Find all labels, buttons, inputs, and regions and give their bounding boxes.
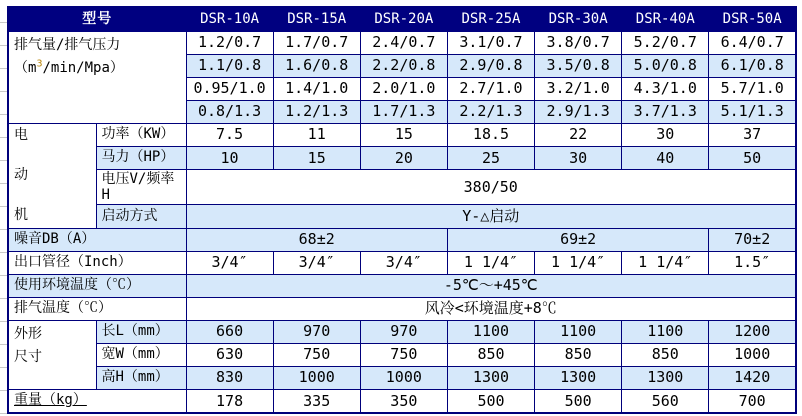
spec-value-cell: 1.5″ — [709, 251, 796, 274]
table-row — [8, 123, 796, 146]
row-label-outlet-pipe: 出口管径（Inch） — [8, 251, 186, 274]
col-header-model: DSR-40A — [622, 7, 709, 31]
spec-value-cell: 1.2/0.7 — [186, 31, 273, 54]
spec-value-cell: 1420 — [709, 366, 796, 389]
spec-value-cell: 0.8/1.3 — [186, 100, 273, 123]
table-row — [8, 366, 796, 389]
table-row — [8, 228, 796, 251]
spec-value-cell: 30 — [535, 146, 622, 169]
row-label-height: 高H（mm） — [96, 366, 186, 389]
spec-value-cell: 2.9/0.8 — [447, 54, 534, 77]
row-label-weight: 重量（kg） — [8, 389, 186, 413]
spec-value-cell: 5.2/0.7 — [622, 31, 709, 54]
spec-value-cell: 3/4″ — [186, 251, 273, 274]
spec-value-cell: 15 — [273, 146, 360, 169]
value-voltage-frequency: 380/50 — [186, 169, 796, 204]
table-row — [8, 31, 796, 54]
spec-value-cell: 750 — [360, 343, 447, 366]
spec-value-cell: 2.9/1.3 — [535, 100, 622, 123]
col-header-model: DSR-10A — [186, 7, 273, 31]
spec-value-cell: 1300 — [447, 366, 534, 389]
spec-value-cell: 40 — [622, 146, 709, 169]
spec-value-cell: 1300 — [622, 366, 709, 389]
row-label-motor — [8, 123, 96, 228]
spec-value-cell: 7.5 — [186, 123, 273, 146]
spec-value-cell: 1.7/0.7 — [273, 31, 360, 54]
spec-value-cell: 830 — [186, 366, 273, 389]
col-header-model: DSR-20A — [360, 7, 447, 31]
spec-value-cell: 20 — [360, 146, 447, 169]
spec-value-cell: 660 — [186, 320, 273, 343]
vertical-label — [9, 124, 96, 228]
spec-value-cell: 11 — [273, 123, 360, 146]
vertical-label-char: 机 — [14, 207, 28, 224]
spec-value-cell: 1 1/4″ — [535, 251, 622, 274]
spec-value-cell: 1.1/0.8 — [186, 54, 273, 77]
spec-value-cell: 3.2/1.0 — [535, 77, 622, 100]
table-row — [8, 205, 796, 228]
spec-value-cell: 5.1/1.3 — [709, 100, 796, 123]
row-label-horsepower: 马力（HP） — [96, 146, 186, 169]
table-row — [8, 146, 796, 169]
spec-value-cell: 1.7/1.3 — [360, 100, 447, 123]
spec-value-cell: 10 — [186, 146, 273, 169]
row-label-ambient-temp: 使用环境温度（℃） — [8, 274, 186, 297]
spec-value-cell: 3.7/1.3 — [622, 100, 709, 123]
spec-value-cell: 2.7/1.0 — [447, 77, 534, 100]
spec-value-cell: 3.1/0.7 — [447, 31, 534, 54]
spec-value-cell: 5.0/0.8 — [622, 54, 709, 77]
spec-value-cell: 970 — [273, 320, 360, 343]
value-discharge-temp: 风冷<环境温度+8℃ — [186, 297, 796, 320]
table-row — [8, 274, 796, 297]
spec-value-cell: 1100 — [622, 320, 709, 343]
spec-value-cell: 970 — [360, 320, 447, 343]
spec-value-cell: 2.2/0.8 — [360, 54, 447, 77]
value-start-mode: Y-△启动 — [186, 205, 796, 228]
spec-value-cell: 1 1/4″ — [447, 251, 534, 274]
spec-value-cell: 1200 — [709, 320, 796, 343]
spec-value-cell: 1000 — [709, 343, 796, 366]
spec-value-cell: 30 — [622, 123, 709, 146]
spec-value-cell: 1000 — [273, 366, 360, 389]
spec-value-cell: 0.95/1.0 — [186, 77, 273, 100]
spec-value-cell: 850 — [622, 343, 709, 366]
spec-value-cell: 500 — [447, 389, 534, 413]
spec-value-cell: 15 — [360, 123, 447, 146]
spec-value-cell: 1.4/1.0 — [273, 77, 360, 100]
spec-value-cell: 560 — [622, 389, 709, 413]
table-row — [8, 251, 796, 274]
row-label-displacement: 排气量/排气压力 $(m^3/\min/Mpa)$ — [8, 31, 186, 123]
col-header-model: DSR-25A — [447, 7, 534, 31]
spec-table — [7, 6, 797, 414]
spec-value-cell: 3.8/0.7 — [535, 31, 622, 54]
spec-value-cell: 6.1/0.8 — [709, 54, 796, 77]
value-noise-2: 69±2 — [447, 228, 708, 251]
spec-value-cell: 335 — [273, 389, 360, 413]
spec-value-cell: 1000 — [360, 366, 447, 389]
spec-value-cell: 3/4″ — [273, 251, 360, 274]
row-label-width: 宽W（mm） — [96, 343, 186, 366]
col-header-model: DSR-30A — [535, 7, 622, 31]
spec-value-cell: 37 — [709, 123, 796, 146]
spec-value-cell: 5.7/1.0 — [709, 77, 796, 100]
col-header-model: DSR-15A — [273, 7, 360, 31]
spec-value-cell: 1100 — [447, 320, 534, 343]
spec-value-cell: 6.4/0.7 — [709, 31, 796, 54]
spec-value-cell: 4.3/1.0 — [622, 77, 709, 100]
value-noise-1: 68±2 — [186, 228, 447, 251]
spec-value-cell: 350 — [360, 389, 447, 413]
table-body — [8, 31, 796, 413]
row-label-dimensions: 外形 尺寸 — [8, 320, 96, 389]
spreadsheet-gutter — [0, 0, 7, 416]
spec-value-cell: 3/4″ — [360, 251, 447, 274]
spec-value-cell: 850 — [447, 343, 534, 366]
table-row — [8, 389, 796, 413]
table-row — [8, 297, 796, 320]
table-row — [8, 343, 796, 366]
spec-value-cell: 25 — [447, 146, 534, 169]
vertical-label-char: 电 — [14, 126, 28, 143]
table-row — [8, 169, 796, 204]
row-label-voltage-frequency: 电压V/频率 H — [96, 169, 186, 204]
table-header — [8, 7, 796, 31]
spec-value-cell: 18.5 — [447, 123, 534, 146]
spec-value-cell: 500 — [535, 389, 622, 413]
value-ambient-temp: -5℃～+45℃ — [186, 274, 796, 297]
value-noise-3: 70±2 — [709, 228, 796, 251]
spec-value-cell: 850 — [535, 343, 622, 366]
spec-value-cell: 750 — [273, 343, 360, 366]
spec-value-cell: 2.0/1.0 — [360, 77, 447, 100]
spec-value-cell: 1.2/1.3 — [273, 100, 360, 123]
col-header-model: DSR-50A — [709, 7, 796, 31]
row-label-power: 功率（KW） — [96, 123, 186, 146]
spec-value-cell: 22 — [535, 123, 622, 146]
spec-value-cell: 3.5/0.8 — [535, 54, 622, 77]
spec-value-cell: 2.2/1.3 — [447, 100, 534, 123]
spec-value-cell: 1300 — [535, 366, 622, 389]
row-label-noise: 噪音DB（A） — [8, 228, 186, 251]
row-label-length: 长L（mm） — [96, 320, 186, 343]
spec-value-cell: 1100 — [535, 320, 622, 343]
vertical-label-char: 动 — [14, 166, 28, 183]
spec-value-cell: 178 — [186, 389, 273, 413]
spec-value-cell: 50 — [709, 146, 796, 169]
row-label-discharge-temp: 排气温度（℃） — [8, 297, 186, 320]
spec-value-cell: 630 — [186, 343, 273, 366]
spec-value-cell: 700 — [709, 389, 796, 413]
spec-value-cell: 1 1/4″ — [622, 251, 709, 274]
col-header-model-label: 型号 — [8, 7, 186, 31]
row-label-start-mode: 启动方式 — [96, 205, 186, 228]
spec-value-cell: 2.4/0.7 — [360, 31, 447, 54]
spec-value-cell: 1.6/0.8 — [273, 54, 360, 77]
table-row — [8, 320, 796, 343]
